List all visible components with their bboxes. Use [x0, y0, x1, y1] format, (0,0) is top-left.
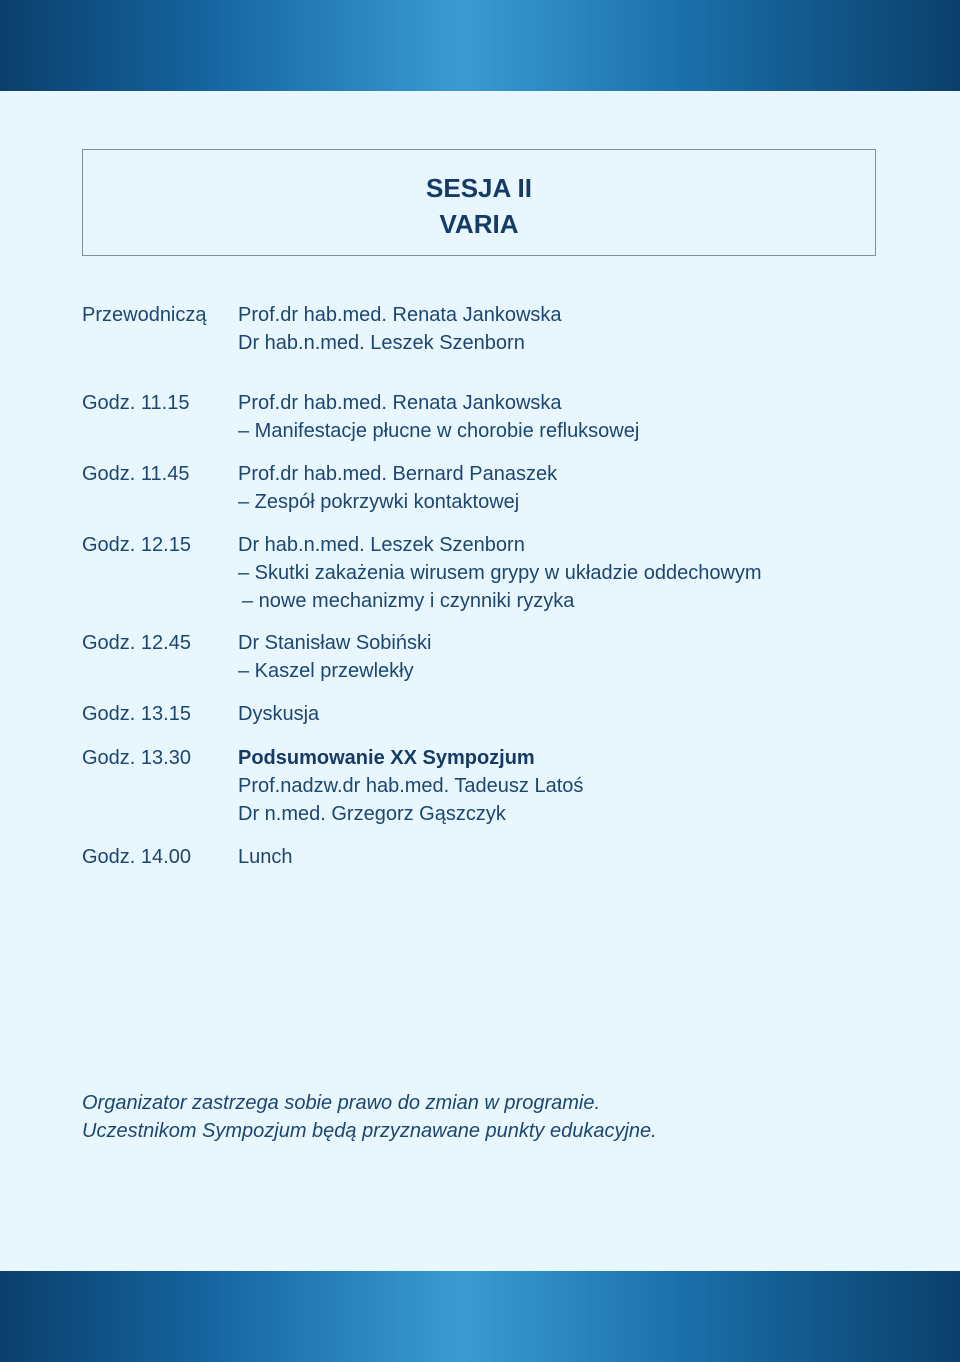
program-content — [238, 700, 918, 728]
lecture-title: – Skutki zakażenia wirusem grypy w układzie oddechowym — [238, 562, 762, 584]
program-time: Godz. 12.15 — [82, 534, 191, 556]
chair-name: Prof.dr hab.med. Renata Jankowska — [238, 304, 562, 326]
session-theme: VARIA — [439, 209, 519, 239]
program-content — [238, 531, 918, 615]
program-content — [238, 389, 918, 445]
speaker-name: Dr Stanisław Sobiński — [238, 632, 432, 654]
footer-note — [82, 1089, 657, 1145]
program-time: Godz. 13.30 — [82, 747, 191, 769]
program-content — [238, 843, 918, 871]
speaker-name: Dr n.med. Grzegorz Gąszczyk — [238, 803, 506, 825]
lunch-label: Lunch — [238, 846, 293, 868]
session-header-box — [82, 149, 876, 256]
discussion-label: Dyskusja — [238, 703, 320, 725]
program-time: Godz. 13.15 — [82, 703, 191, 725]
program-time: Godz. 12.45 — [82, 632, 191, 654]
summary-title: Podsumowanie XX Sympozjum — [238, 747, 535, 769]
program-time: Godz. 11.15 — [82, 392, 190, 414]
program-content — [238, 460, 918, 516]
chair-names — [238, 301, 918, 357]
program-time: Godz. 11.45 — [82, 463, 190, 485]
lecture-title: – Manifestacje płucne w chorobie refluksowej — [238, 420, 640, 442]
program-content — [238, 744, 918, 828]
top-decorative-band — [0, 0, 960, 91]
footer-line: Uczestnikom Sympozjum będą przyznawane punkty edukacyjne. — [82, 1120, 657, 1142]
lecture-title: – Kaszel przewlekły — [238, 660, 414, 682]
session-number: SESJA II — [426, 173, 532, 203]
chair-name: Dr hab.n.med. Leszek Szenborn — [238, 332, 525, 354]
speaker-name: Prof.dr hab.med. Renata Jankowska — [238, 392, 562, 414]
speaker-name: Prof.nadzw.dr hab.med. Tadeusz Latoś — [238, 775, 584, 797]
session-title — [83, 170, 875, 242]
chair-label: Przewodniczą — [82, 304, 207, 326]
speaker-name: Dr hab.n.med. Leszek Szenborn — [238, 534, 525, 556]
lecture-title: – Zespół pokrzywki kontaktowej — [238, 491, 520, 513]
speaker-name: Prof.dr hab.med. Bernard Panaszek — [238, 463, 558, 485]
program-time: Godz. 14.00 — [82, 846, 191, 868]
bottom-decorative-band — [0, 1271, 960, 1362]
footer-line: Organizator zastrzega sobie prawo do zmian w programie. — [82, 1092, 601, 1114]
program-content — [238, 629, 918, 685]
lecture-title-continued: – nowe mechanizmy i czynniki ryzyka — [242, 590, 575, 612]
